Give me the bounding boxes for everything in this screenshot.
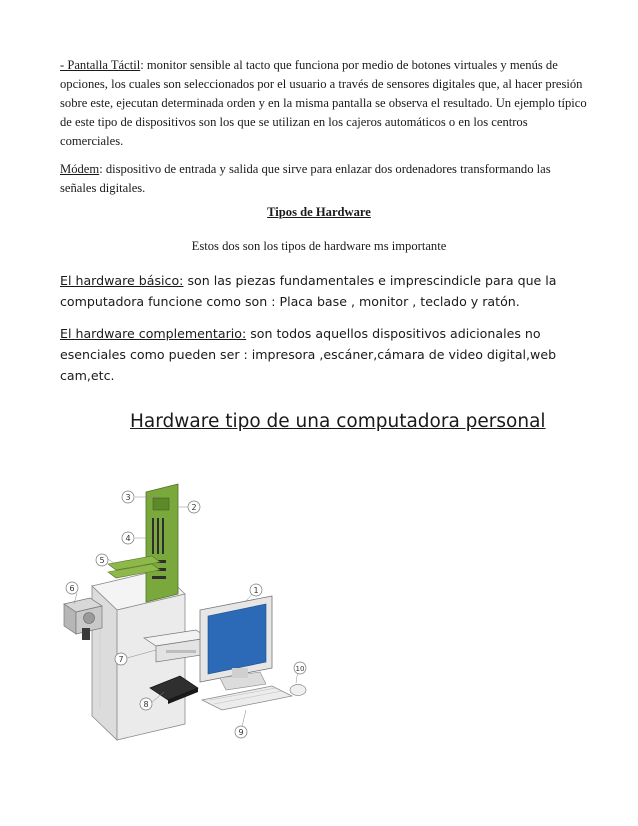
svg-text:8: 8 xyxy=(143,700,149,709)
callout-6 xyxy=(66,582,78,594)
tipos-intro: Estos dos son los tipos de hardware ms importante xyxy=(191,239,447,253)
pantalla-tactil-paragraph xyxy=(60,56,590,151)
svg-text:2: 2 xyxy=(191,503,197,512)
svg-text:1: 1 xyxy=(253,586,259,595)
tipos-heading-text: Tipos de Hardware xyxy=(267,205,371,219)
hardware-complementario-term: El hardware complementario: xyxy=(60,326,247,341)
modem-term: Módem xyxy=(60,162,100,176)
hardware-complementario-paragraph xyxy=(60,323,590,386)
pantalla-tactil-term: - Pantalla Táctil xyxy=(60,58,141,72)
figure-heading: Hardware tipo de una computadora personal xyxy=(130,411,546,432)
hardware-complementario-text: son todos aquellos dispositivos adicionales no esenciales como pueden ser : impresora ,escáner,cámara de video digital,web cam,etc. xyxy=(60,326,557,383)
svg-text:7: 7 xyxy=(118,655,124,664)
callout-4 xyxy=(122,532,134,544)
callout-2 xyxy=(188,501,200,513)
keyboard xyxy=(202,686,292,710)
svg-text:3: 3 xyxy=(125,493,131,502)
pantalla-tactil-text: : monitor sensible al tacto que funciona por medio de botones virtuales y menús de opciones, los cuales son seleccionados por el usuario a través de sensores digitales que, al hacer presión sobre este, ejecutan determinada orden y en la misma pantalla se observa el resultado. Un ejemplo típico de este tipo de dispositivos son los que se utilizan en los cajeros automáticos o en los centros comerciales. xyxy=(60,58,587,148)
hardware-basico-paragraph xyxy=(60,270,590,312)
svg-text:9: 9 xyxy=(238,728,244,737)
svg-text:10: 10 xyxy=(295,665,305,673)
callout-3 xyxy=(122,491,134,503)
hardware-basico-text: son las piezas fundamentales e imprescindicle para que la computadora funcione como son : Placa base , monitor , teclado y ratón. xyxy=(60,273,557,309)
callout-1 xyxy=(250,584,262,596)
callout-5 xyxy=(96,554,108,566)
svg-text:6: 6 xyxy=(69,584,75,593)
modem-paragraph xyxy=(60,160,590,198)
svg-text:4: 4 xyxy=(125,534,131,543)
motherboard xyxy=(146,484,178,602)
callout-7 xyxy=(115,653,127,665)
callout-10 xyxy=(294,662,306,674)
callout-9 xyxy=(235,726,247,738)
tipos-heading xyxy=(0,203,638,222)
svg-text:5: 5 xyxy=(99,556,105,565)
pc-hardware-illustration xyxy=(60,478,330,748)
modem-text: : dispositivo de entrada y salida que sirve para enlazar dos ordenadores transformando las señales digitales. xyxy=(60,162,551,195)
callout-8 xyxy=(140,698,152,710)
mouse xyxy=(290,685,306,696)
hardware-basico-term: El hardware básico: xyxy=(60,273,184,288)
monitor xyxy=(200,596,272,690)
